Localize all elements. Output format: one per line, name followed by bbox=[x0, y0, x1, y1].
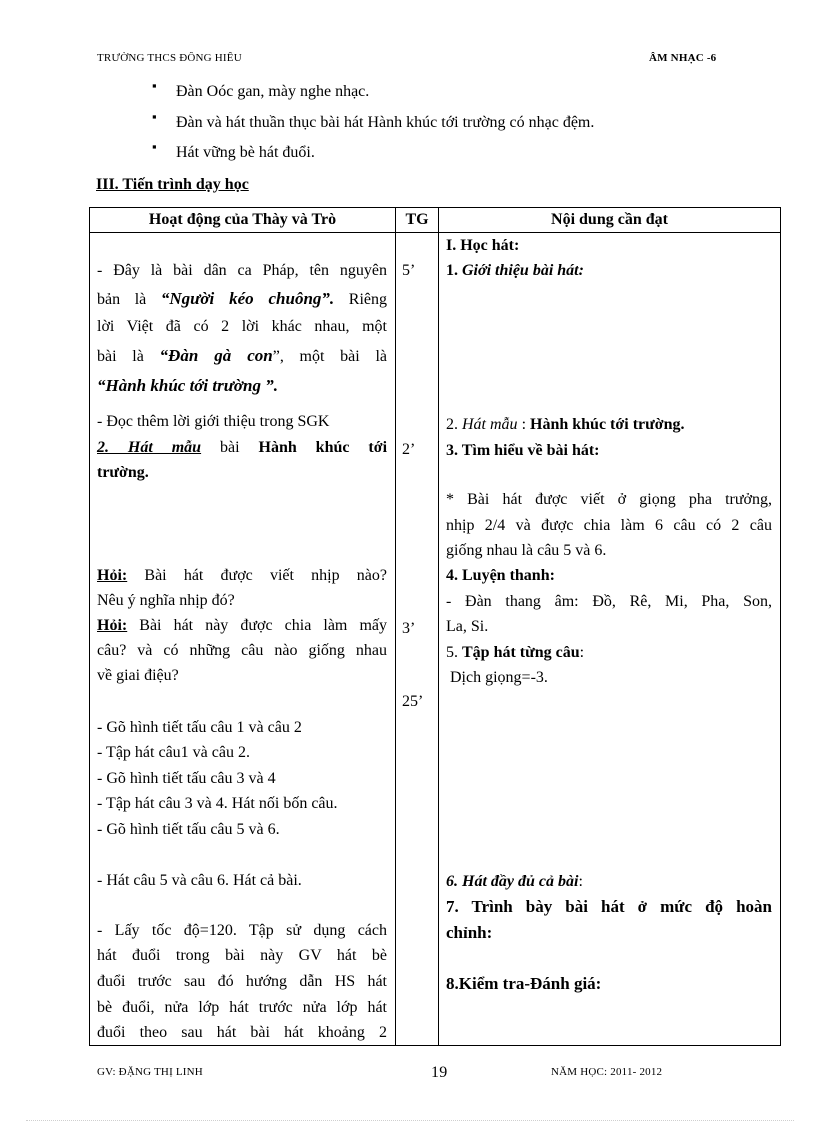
time-cell bbox=[396, 233, 439, 1046]
content-heading: I. Học hát: bbox=[446, 237, 520, 254]
activity-line: - Đây là bài dân ca Pháp, tên nguyên bbox=[97, 262, 387, 279]
section-title: III. Tiến trình dạy học bbox=[96, 176, 249, 193]
content-line: nhịp 2/4 và được chia làm 6 câu có 2 câu bbox=[446, 517, 772, 534]
question-line: Hỏi: Bài hát này được chia làm mấy bbox=[97, 617, 387, 634]
practice-line: - Gõ hình tiết tấu câu 3 và 4 bbox=[97, 770, 276, 787]
activity-line: 2. Hát mẫu bài Hành khúc tới bbox=[97, 439, 388, 456]
content-heading: 2. Hát mẫu : Hành khúc tới trường. bbox=[446, 416, 685, 433]
question-line: Hỏi: Bài hát được viết nhịp nào? bbox=[97, 567, 387, 584]
content-heading: 8.Kiểm tra-Đánh giá: bbox=[446, 974, 602, 993]
activity-line: bài là “Đàn gà con”, một bài là bbox=[97, 346, 387, 365]
practice-line: - Tập hát câu 3 và 4. Hát nối bốn câu. bbox=[97, 795, 338, 812]
header-subject: ÂM NHẠC -6 bbox=[649, 52, 717, 64]
activity-line: bản là “Người kéo chuông”. Riêng bbox=[97, 289, 388, 308]
bullet-dash-icon: ▪ bbox=[152, 108, 157, 124]
question-line: về giai điệu? bbox=[97, 667, 179, 684]
page-number: 19 bbox=[431, 1064, 448, 1081]
question-line: Nêu ý nghĩa nhịp đó? bbox=[97, 592, 235, 609]
content-heading: 5. Tập hát từng câu: bbox=[446, 644, 585, 661]
list-item: ▪ Hát vững bè hát đuổi. bbox=[152, 139, 315, 161]
activity-line: - Đọc thêm lời giới thiệu trong SGK bbox=[97, 413, 330, 430]
header-school: TRƯỜNG THCS ĐÔNG HIẾU bbox=[97, 52, 242, 64]
content-line: - Đàn thang âm: Đồ, Rê, Mi, Pha, Son, bbox=[446, 593, 772, 610]
activity-cell bbox=[90, 233, 396, 1046]
list-item: ▪ Đàn và hát thuần thục bài hát Hành khúc tới trường có nhạc đệm. bbox=[152, 108, 595, 131]
page-bottom-divider bbox=[26, 1120, 794, 1121]
time-value: 5’ bbox=[402, 262, 416, 279]
question-line: câu? và có những câu nào giống nhau bbox=[97, 642, 387, 659]
content-heading: 6. Hát đầy đủ cả bài: bbox=[446, 873, 583, 890]
content-heading: 4. Luyện thanh: bbox=[446, 567, 555, 584]
practice-line: - Gõ hình tiết tấu câu 1 và câu 2 bbox=[97, 719, 302, 736]
content-heading: 3. Tìm hiểu về bài hát: bbox=[446, 442, 600, 459]
practice-line: hát đuổi trong bài này GV hát bè bbox=[97, 947, 387, 964]
time-value: 2’ bbox=[402, 441, 416, 458]
bullet-dash-icon: ▪ bbox=[152, 78, 157, 93]
activity-line: lời Việt đã có 2 lời khác nhau, một bbox=[97, 318, 387, 335]
content-line: Dịch giọng=-3. bbox=[450, 669, 548, 686]
lesson-table bbox=[89, 207, 777, 1044]
footer-school-year: NĂM HỌC: 2011- 2012 bbox=[551, 1066, 663, 1078]
table-header-row bbox=[90, 208, 781, 233]
practice-line: bè đuổi, nửa lớp hát trước nửa lớp hát bbox=[97, 999, 387, 1016]
practice-line: - Tập hát câu1 và câu 2. bbox=[97, 744, 250, 761]
practice-line: đuổi trước sau đó hướng dẫn HS hát bbox=[97, 973, 387, 990]
footer-teacher: GV: ĐẶNG THỊ LINH bbox=[97, 1066, 203, 1078]
content-line: La, Si. bbox=[446, 618, 489, 635]
content-heading: 7. Trình bày bài hát ở mức độ hoàn bbox=[446, 897, 772, 916]
time-value: 3’ bbox=[402, 620, 416, 637]
practice-line: - Lấy tốc độ=120. Tập sử dụng cách bbox=[97, 922, 387, 939]
content-heading: 1. Giới thiệu bài hát: bbox=[446, 262, 584, 279]
list-item: ▪ Đàn Oóc gan, mày nghe nhạc. bbox=[152, 78, 370, 100]
column-header-activity: Hoạt động của Thày và Trò bbox=[90, 208, 396, 233]
activity-line: “Hành khúc tới trường ”. bbox=[97, 376, 279, 395]
content-heading: chỉnh: bbox=[446, 923, 493, 942]
time-value: 25’ bbox=[402, 693, 424, 710]
practice-line: đuổi theo sau hát bài hát khoảng 2 bbox=[97, 1024, 387, 1041]
practice-line: - Gõ hình tiết tấu câu 5 và 6. bbox=[97, 821, 280, 838]
column-header-time: TG bbox=[396, 208, 439, 233]
bullet-dash-icon: ▪ bbox=[152, 139, 157, 154]
column-header-content: Nội dung cần đạt bbox=[439, 208, 781, 233]
content-line: * Bài hát được viết ở giọng pha trưởng, bbox=[446, 491, 772, 508]
activity-line: trường. bbox=[97, 464, 149, 481]
practice-line: - Hát câu 5 và câu 6. Hát cả bài. bbox=[97, 872, 302, 889]
content-cell bbox=[439, 233, 781, 1046]
objective-list bbox=[152, 80, 772, 172]
content-line: giống nhau là câu 5 và 6. bbox=[446, 542, 607, 559]
table-row bbox=[90, 233, 781, 1046]
